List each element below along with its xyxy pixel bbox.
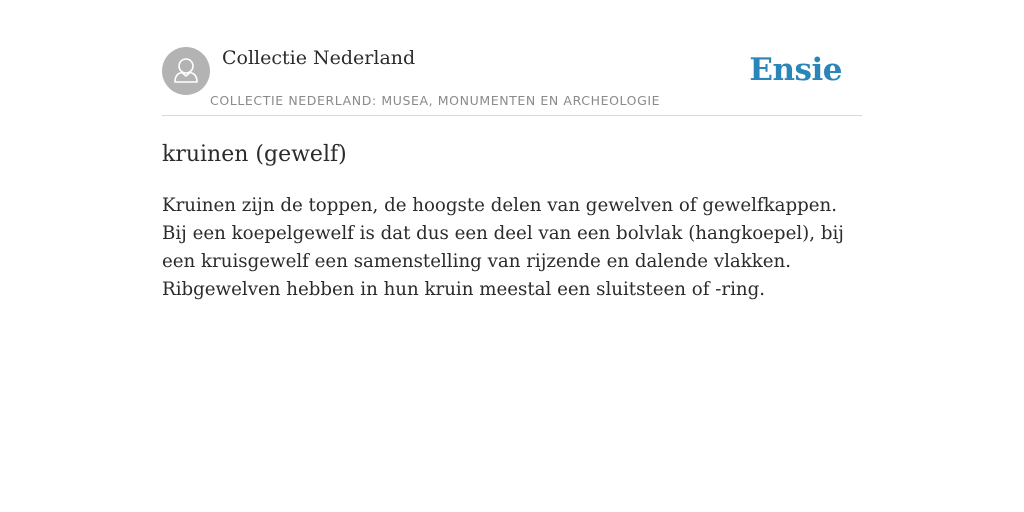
page-container bbox=[162, 0, 862, 512]
entry-description: Kruinen zijn de toppen, de hoogste delen van gewelven of gewelfkappen. Bij een koepelgewelf is dat dus een deel van een bolvlak (hangkoepel), bij een kruisgewelf een samenstelling van rijzende en dalende vlakken. Ribgewelven hebben in hun kruin meestal een sluitsteen of -ring. bbox=[162, 195, 844, 300]
ensie-logo-link[interactable]: Ensie bbox=[749, 52, 842, 88]
author-name[interactable]: Collectie Nederland bbox=[222, 47, 416, 69]
entry-header bbox=[162, 0, 862, 116]
author-subtitle: COLLECTIE NEDERLAND: MUSEA, MONUMENTEN EN ARCHEOLOGIE bbox=[210, 93, 661, 108]
user-placeholder-icon bbox=[162, 47, 210, 95]
author-avatar[interactable] bbox=[162, 47, 210, 95]
entry-title: kruinen (gewelf) bbox=[162, 142, 347, 167]
